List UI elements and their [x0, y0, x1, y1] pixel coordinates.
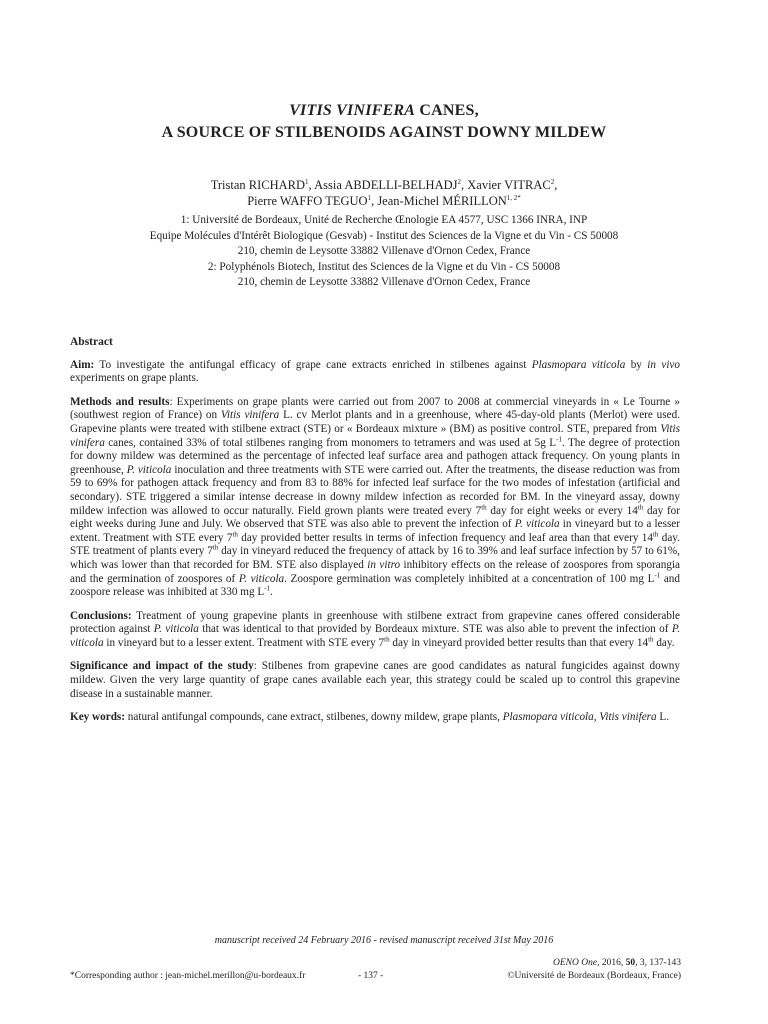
page-number: - 137 - [358, 971, 384, 981]
author-name: , Xavier VITRAC [461, 178, 551, 192]
italic-run: P. viticola [153, 623, 199, 636]
aim-paragraph [70, 359, 680, 386]
significance-paragraph [70, 660, 680, 701]
journal-name: OENO One [553, 958, 598, 968]
author-line-2 [0, 193, 768, 209]
author-sep: , [554, 178, 558, 192]
copyright: ©Université de Bordeaux (Bordeaux, France) [507, 971, 681, 981]
author-name: , Jean-Michel MÉRILLON [371, 194, 507, 208]
abstract-section [70, 336, 680, 735]
text-run: inhibitory effects on the release of zoospores from sporangia and the germination of zoospores of [70, 558, 680, 585]
author-sup: 2 [550, 177, 555, 186]
affiliations [0, 213, 768, 291]
superscript: -1 [654, 570, 661, 579]
italic-run: in vivo [647, 358, 680, 371]
keywords-paragraph [70, 711, 680, 725]
text-run: canes, contained 33% of total stilbenes ranging from monomers to tetramers and was used at 5g L [104, 436, 557, 449]
text-run: , 2016, [597, 958, 626, 968]
text-run: L. cv Merlot plants and in a greenhouse, where 45-day-old plants (Merlot) were used. Grapevine plants were treated with stilbene extract (STE) or « Bordeaux mixture » (BM) as positive control. STE, prepared from [70, 409, 680, 435]
italic-run: P. viticola [514, 518, 560, 531]
italic-run: Vitis vinifera [220, 409, 280, 422]
text-run: in vineyard but to a lesser extent. Treatment with STE every 7 [70, 518, 680, 544]
abstract-heading: Abstract [70, 336, 113, 348]
superscript: th [648, 635, 654, 644]
text-run: and zoospore release was inhibited at 330 mg L [70, 572, 680, 599]
methods-label: Methods and results [70, 395, 170, 408]
affiliation-line: 1: Université de Bordeaux, Unité de Recherche Œnologie EA 4577, USC 1366 INRA, INP [180, 214, 588, 226]
text-run: : Stilbenes from grapevine canes are good candidates as natural fungicides against downy mildew. Given the very large quantity of grape canes available each year, this strategy could be scaled up to control this grapevine disease in a sustainable manner. [70, 660, 680, 700]
title-line1-rest: CANES, [415, 102, 479, 119]
author-list [0, 177, 768, 209]
title-line-2: A SOURCE OF STILBENOIDS AGAINST DOWNY MILDEW [161, 124, 607, 141]
text-run: . Zoospore germination was completely inhibited at a concentration of 100 mg L [284, 572, 655, 585]
affiliation-line: Equipe Molécules d'Intérêt Biologique (Gesvab) - Institut des Sciences de la Vigne et du Vin - CS 50008 [149, 229, 619, 242]
text-run: , 3, 137-143 [635, 958, 681, 968]
keywords-label: Key words: [70, 711, 125, 724]
corresponding-author: *Corresponding author : jean-michel.merillon@u-bordeaux.fr [70, 971, 306, 981]
manuscript-received-note: manuscript received 24 February 2016 - revised manuscript received 31st May 2016 [214, 935, 554, 946]
conclusions-paragraph [70, 610, 680, 651]
author-sup: 1 [305, 177, 309, 186]
superscript: th [212, 543, 219, 552]
author-name: , Assia ABDELLI-BELHADJ [308, 178, 458, 192]
italic-run: P. viticola [238, 572, 285, 585]
text-run: L. [656, 711, 670, 724]
text-run: day for eight weeks during June and July. We observed that STE was also able to prevent the infection of [70, 504, 680, 531]
text-run: day. STE treatment of plants every 7 [70, 531, 680, 558]
text-run: . [270, 586, 273, 599]
italic-run: Plasmopara viticola [531, 358, 626, 371]
text-run: experiments on grape plants. [70, 372, 199, 385]
journal-citation [507, 957, 681, 983]
author-sup: 1 [367, 193, 372, 202]
text-run: day in vineyard reduced the frequency of attack by 16 to 39% and leaf surface infection by 57 to 61%, which was lower than that recorded for BM. STE also displayed [70, 545, 680, 571]
italic-run: Vitis vinifera [70, 422, 680, 449]
author-sup: 2 [457, 177, 461, 186]
text-run: day. [653, 636, 675, 649]
text-run: day in vineyard provided better results than that every 14 [389, 636, 649, 649]
paper-title [0, 100, 768, 144]
title-italic: VITIS VINIFERA [289, 102, 416, 119]
affiliation-line: 210, chemin de Leysotte 33882 Villenave d'Ornon Cedex, France [237, 276, 531, 288]
conclusions-label: Conclusions: [70, 609, 132, 622]
italic-run: Plasmopara viticola, Vitis vinifera [502, 711, 657, 724]
author-name: Pierre WAFFO TEGUO [247, 194, 368, 208]
superscript: th [652, 529, 659, 538]
superscript: th [384, 635, 390, 644]
text-run: in vineyard but to a lesser extent. Treatment with STE every 7 [103, 636, 385, 649]
text-run: day provided better results in terms of infection frequency and leaf area than that every 14 [237, 531, 653, 544]
italic-run: in vitro [367, 558, 401, 571]
significance-label: Significance and impact of the study [70, 660, 254, 673]
superscript: -1 [556, 434, 562, 443]
aim-label: Aim: [70, 358, 95, 371]
italic-run: P. viticola [70, 623, 681, 649]
superscript: th [232, 529, 238, 538]
text-run: inoculation and three treatments with STE were carried out. After the treatments, the disease reduction was from 59 to 69% for pathogen attack frequency and from 83 to 88% for infected leaf surface for the two modes of infestation (artificial and secondary). STE triggered a similar intense decrease in downy mildew infection as recorded for BM. In the vineyard assay, downy mildew infection was allowed to occur naturally. Field grown plants were treated every 7 [70, 463, 680, 517]
text-run: . The degree of protection for downy mildew was determined as the percentage of infected leaf surface area and pathogen attack frequency. On young plants in greenhouse, [70, 436, 680, 476]
affiliation-line: 2: Polyphénols Biotech, Institut des Sciences de la Vigne et du Vin - CS 50008 [207, 260, 561, 273]
affiliation-line: 210, chemin de Leysotte 33882 Villenave d'Ornon Cedex, France [237, 245, 531, 257]
author-sup: 1, 2* [506, 193, 521, 202]
text-run: : Experiments on grape plants were carried out from 2007 to 2008 at commercial vineyards in « Le Tourne » (southwest region of France) on [70, 395, 680, 422]
superscript: th [481, 502, 487, 511]
author-name: Tristan RICHARD [210, 178, 306, 192]
journal-line [507, 957, 681, 970]
author-line-1 [0, 177, 768, 193]
journal-volume: 50 [625, 958, 636, 968]
italic-run: P. viticola [126, 463, 172, 476]
text-run: To investigate the antifungal efficacy of grape cane extracts enriched in stilbenes against [94, 358, 532, 371]
text-run: natural antifungal compounds, cane extract, stilbenes, downy mildew, grape plants, [125, 711, 503, 724]
text-run: Treatment of young grapevine plants in greenhouse with stilbene extract from grapevine canes offered considerable protection against [70, 609, 680, 636]
methods-paragraph [70, 396, 680, 600]
text-run: that was identical to that provided by Bordeaux mixture. STE was also able to prevent the infection of [198, 623, 672, 636]
title-line-1 [0, 100, 768, 122]
text-run: by [625, 358, 648, 371]
superscript: th [637, 502, 644, 511]
text-run: day for eight weeks or every 14 [486, 504, 638, 517]
superscript: -1 [264, 584, 271, 593]
